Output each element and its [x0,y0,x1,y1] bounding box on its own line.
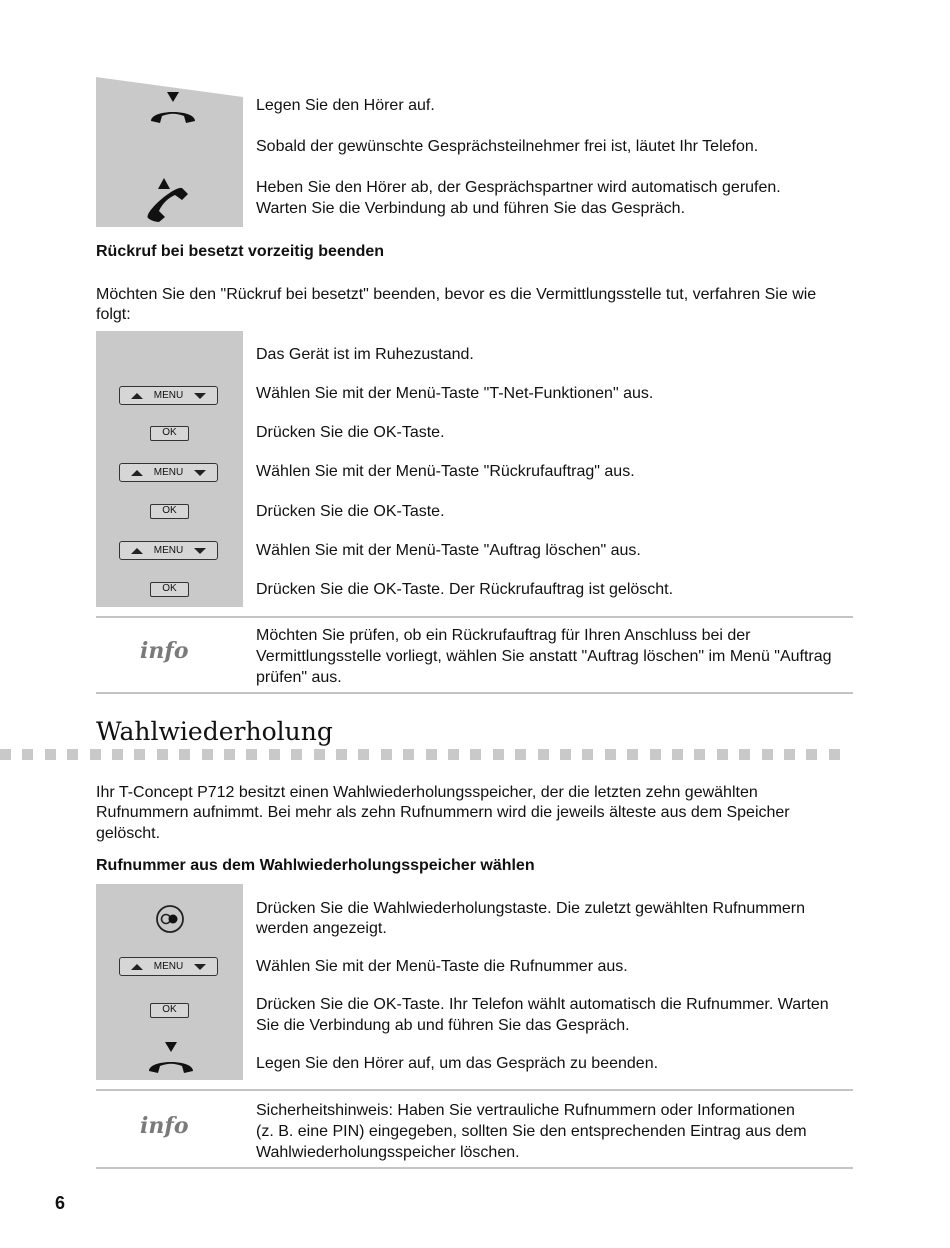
ok-key: OK [150,426,189,441]
cancel-intro-1: Möchten Sie den "Rückruf bei besetzt" beenden, bevor es die Vermittlungsstelle tut, verfahren Sie wie [96,286,817,303]
step-text: Wählen Sie mit der Menü-Taste "Rückrufauftrag" aus. [256,463,635,480]
step-text: Drücken Sie die OK-Taste. Der Rückrufauftrag ist gelöscht. [256,581,674,598]
menu-key [119,541,218,560]
divider-square [448,749,459,760]
arrow-up-icon [131,548,143,554]
step-text: Drücken Sie die OK-Taste. [256,424,445,441]
step-text: Das Gerät ist im Ruhezustand. [256,346,474,363]
handset-down-icon [146,90,198,130]
divider-square [246,749,257,760]
divider-square [493,749,504,760]
info-text-3: prüfen" aus. [256,669,342,686]
cancel-callback-heading: Rückruf bei besetzt vorzeitig beenden [96,243,385,260]
menu-key-label: MENU [153,961,184,972]
divider-square [426,749,437,760]
info-text-3: Wahlwiederholungsspeicher löschen. [256,1144,520,1161]
divider-square [336,749,347,760]
ok-key: OK [150,504,189,519]
divider-square [762,749,773,760]
divider-square [90,749,101,760]
divider-square [22,749,33,760]
divider-square [67,749,78,760]
redial-step4: Legen Sie den Hörer auf, um das Gespräch zu beenden. [256,1055,659,1072]
handset-down-icon [144,1041,196,1077]
divider-square [314,749,325,760]
divider-square [291,749,302,760]
divider-square [829,749,840,760]
redial-intro-3: gelöscht. [96,825,161,842]
divider-square [627,749,638,760]
callback-rings-text: Sobald der gewünschte Gesprächsteilnehmer frei ist, läutet Ihr Telefon. [256,138,759,155]
divider-square [672,749,683,760]
arrow-down-icon [194,470,206,476]
ok-key: OK [150,582,189,597]
divider-square [739,749,750,760]
divider-square [694,749,705,760]
info-rule-bottom [96,692,853,694]
menu-key [119,957,218,976]
step-text: Drücken Sie die OK-Taste. [256,503,445,520]
info-rule-bottom [96,1167,853,1169]
info-text-2: (z. B. eine PIN) eingegeben, sollten Sie den entsprechenden Eintrag aus dem [256,1123,807,1140]
arrow-up-icon [131,470,143,476]
divider-square [470,749,481,760]
redial-step3-2: Sie die Verbindung ab und führen Sie das Gespräch. [256,1017,630,1034]
redial-intro-1: Ihr T-Concept P712 besitzt einen Wahlwiederholungsspeicher, der die letzten zehn gewählten [96,784,758,801]
arrow-up-icon [131,964,143,970]
divider-square [45,749,56,760]
hang-up-text: Legen Sie den Hörer auf. [256,97,435,114]
info-text-1: Möchten Sie prüfen, ob ein Rückrufauftrag für Ihren Anschluss bei der [256,627,751,644]
divider-square [717,749,728,760]
divider-square [560,749,571,760]
redial-step1-2: werden angezeigt. [256,920,387,937]
redial-intro-2: Rufnummern aufnimmt. Bei mehr als zehn Rufnummern wird die jeweils älteste aus dem Speicher [96,804,790,821]
info-text-2: Vermittlungsstelle vorliegt, wählen Sie anstatt "Auftrag löschen" im Menü "Auftrag [256,648,832,665]
info-label: info [140,1113,189,1139]
divider-square [605,749,616,760]
divider-square [157,749,168,760]
menu-key [119,463,218,482]
section-title: Wahlwiederholung [96,717,333,746]
divider-square [381,749,392,760]
divider-square [269,749,280,760]
info-rule-top [96,616,853,618]
divider-square [0,749,11,760]
menu-key-label: MENU [153,390,184,401]
menu-key-label: MENU [153,467,184,478]
divider-square [784,749,795,760]
divider-square [134,749,145,760]
arrow-down-icon [194,548,206,554]
ok-key: OK [150,1003,189,1018]
divider-square [112,749,123,760]
cancel-intro-2: folgt: [96,306,131,323]
redial-subheading: Rufnummer aus dem Wahlwiederholungsspeicher wählen [96,857,535,874]
divider-square [806,749,817,760]
lift-handset-text-1: Heben Sie den Hörer ab, der Gesprächspartner wird automatisch gerufen. [256,179,781,196]
redial-step2: Wählen Sie mit der Menü-Taste die Rufnummer aus. [256,958,628,975]
lift-handset-text-2: Warten Sie die Verbindung ab und führen Sie das Gespräch. [256,200,686,217]
redial-step3-1: Drücken Sie die OK-Taste. Ihr Telefon wählt automatisch die Rufnummer. Warten [256,996,829,1013]
redial-step1-1: Drücken Sie die Wahlwiederholungstaste. Die zuletzt gewählten Rufnummern [256,900,806,917]
info-label: info [140,638,189,664]
divider-square [224,749,235,760]
step-text: Wählen Sie mit der Menü-Taste "T-Net-Funktionen" aus. [256,385,654,402]
info-rule-top [96,1089,853,1091]
divider-square [582,749,593,760]
divider-square [650,749,661,760]
menu-key-label: MENU [153,545,184,556]
divider-square [358,749,369,760]
arrow-down-icon [194,393,206,399]
divider-square [515,749,526,760]
handset-lift-icon [142,176,194,224]
info-text-1: Sicherheitshinweis: Haben Sie vertrauliche Rufnummern oder Informationen [256,1102,795,1119]
divider-square [202,749,213,760]
divider-square [403,749,414,760]
redial-key-icon [154,903,186,935]
step-text: Wählen Sie mit der Menü-Taste "Auftrag löschen" aus. [256,542,641,559]
arrow-down-icon [194,964,206,970]
menu-key [119,386,218,405]
divider-square [179,749,190,760]
divider-square [538,749,549,760]
page-number: 6 [55,1193,66,1213]
arrow-up-icon [131,393,143,399]
